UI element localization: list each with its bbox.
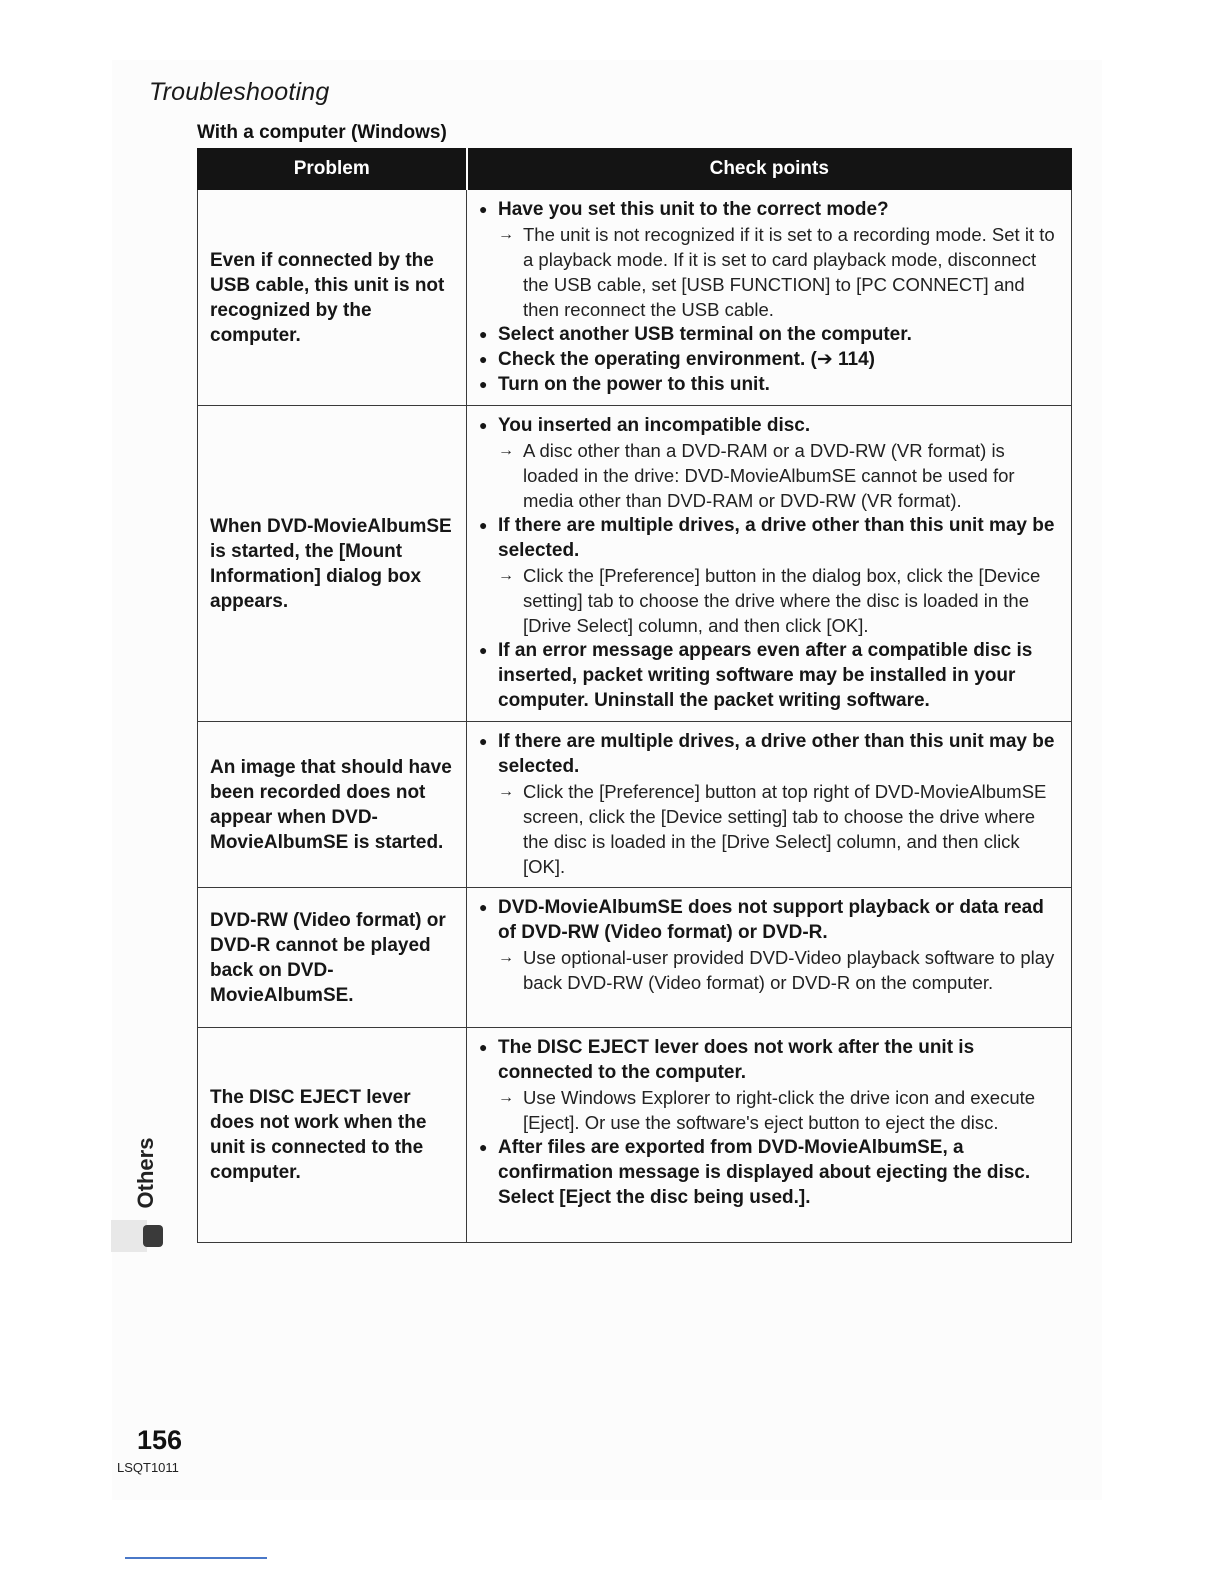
check-item [479, 322, 1059, 347]
problem-cell: Even if connected by the USB cable, this unit is not recognized by the computer. [198, 190, 467, 406]
table-subtitle: With a computer (Windows) [197, 122, 447, 143]
check-item [479, 197, 1059, 222]
bullet-icon: ● [479, 376, 488, 392]
check-note [498, 222, 1059, 322]
check-note [498, 1085, 1059, 1135]
bullet-icon: ● [479, 351, 488, 367]
check-points-cell [467, 888, 1072, 1028]
bullet-icon: ● [479, 899, 488, 915]
check-item [479, 729, 1059, 779]
tab-shade-decoration [111, 1220, 147, 1252]
check-note-text: A disc other than a DVD-RAM or a DVD-RW (VR format) is loaded in the drive: DVD-MovieAlbumSE cannot be used for media other than DVD-RAM or DVD-RW (VR format). [523, 440, 1015, 511]
arrow-right-icon: → [498, 442, 514, 459]
check-points-cell [467, 190, 1072, 406]
check-note-text: Click the [Preference] button in the dialog box, click the [Device setting] tab to choose the drive where the disc is loaded in the [Drive Select] column, and then click [OK]. [523, 565, 1041, 636]
arrow-right-icon: → [498, 567, 514, 584]
check-item-text: If there are multiple drives, a drive other than this unit may be selected. [498, 515, 1055, 561]
problem-cell: When DVD-MovieAlbumSE is started, the [Mount Information] dialog box appears. [198, 406, 467, 722]
check-item-text: DVD-MovieAlbumSE does not support playback or data read of DVD-RW (Video format) or DVD-R. [498, 897, 1044, 943]
check-item [479, 1135, 1059, 1210]
check-note-text: Click the [Preference] button at top right of DVD-MovieAlbumSE screen, click the [Device setting] tab to choose the drive where the disc is loaded in the [Drive Select] column, and then click [OK]. [523, 781, 1047, 877]
scan-artifact-line [125, 1557, 267, 1559]
bullet-icon: ● [479, 1139, 488, 1155]
table-row [198, 190, 1072, 406]
page-number: 156 [137, 1425, 183, 1455]
check-note [498, 563, 1059, 638]
check-note [498, 945, 1059, 995]
bullet-icon: ● [479, 326, 488, 342]
check-points-cell [467, 1028, 1072, 1243]
check-item [479, 895, 1059, 945]
arrow-right-icon: → [498, 1089, 514, 1106]
column-header-problem: Problem [198, 149, 467, 190]
problem-cell: DVD-RW (Video format) or DVD-R cannot be played back on DVD-MovieAlbumSE. [198, 888, 467, 1028]
arrow-right-icon: → [498, 226, 514, 243]
section-marker-icon [143, 1225, 163, 1247]
check-item [479, 638, 1059, 713]
check-item-text: After files are exported from DVD-MovieAlbumSE, a confirmation message is displayed about ejecting the disc. Select [Eject the disc being used.]. [498, 1137, 1031, 1208]
bullet-icon: ● [479, 417, 488, 433]
check-item-text: Select another USB terminal on the computer. [498, 324, 912, 345]
check-points-cell [467, 406, 1072, 722]
check-item [479, 1035, 1059, 1085]
check-item-text: If there are multiple drives, a drive other than this unit may be selected. [498, 731, 1055, 777]
check-points-cell [467, 722, 1072, 888]
table-row [198, 1028, 1072, 1243]
check-item-text: You inserted an incompatible disc. [498, 415, 811, 436]
check-item-text: Check the operating environment. (➔ 114) [498, 349, 876, 370]
check-item-text: The DISC EJECT lever does not work after the unit is connected to the computer. [498, 1037, 975, 1083]
check-note [498, 438, 1059, 513]
document-code: LSQT1011 [117, 1460, 179, 1475]
table-header-row [198, 149, 1072, 190]
problem-cell: The DISC EJECT lever does not work when the unit is connected to the computer. [198, 1028, 467, 1243]
table-row [198, 722, 1072, 888]
bullet-icon: ● [479, 733, 488, 749]
check-note-text: The unit is not recognized if it is set to a recording mode. Set it to a playback mode. If it is set to card playback mode, disconnect the USB cable, set [USB FUNCTION] to [PC CONNECT] and then reconnect the USB cable. [523, 224, 1055, 320]
check-item [479, 413, 1059, 438]
troubleshooting-table [197, 148, 1072, 1243]
check-note [498, 779, 1059, 879]
check-note-text: Use optional-user provided DVD-Video playback software to play back DVD-RW (Video format) or DVD-R on the computer. [523, 947, 1055, 993]
table-row [198, 888, 1072, 1028]
check-item [479, 372, 1059, 397]
bullet-icon: ● [479, 201, 488, 217]
section-side-tab [131, 1112, 161, 1252]
check-item-text: Have you set this unit to the correct mode? [498, 199, 889, 220]
bullet-icon: ● [479, 642, 488, 658]
bullet-icon: ● [479, 517, 488, 533]
section-title: Troubleshooting [149, 78, 330, 106]
check-note-text: Use Windows Explorer to right-click the drive icon and execute [Eject]. Or use the software's eject button to eject the disc. [523, 1087, 1036, 1133]
bullet-icon: ● [479, 1039, 488, 1055]
arrow-right-icon: → [498, 783, 514, 800]
column-header-check-points: Check points [467, 149, 1072, 190]
check-item-text: Turn on the power to this unit. [498, 374, 770, 395]
check-item [479, 513, 1059, 563]
table-row [198, 406, 1072, 722]
side-tab-label: Others [133, 1137, 158, 1209]
check-item-text: If an error message appears even after a compatible disc is inserted, packet writing software may be installed in your computer. Uninstall the packet writing software. [498, 640, 1033, 711]
problem-cell: An image that should have been recorded does not appear when DVD-MovieAlbumSE is started. [198, 722, 467, 888]
check-item [479, 347, 1059, 372]
arrow-right-icon: → [498, 949, 514, 966]
